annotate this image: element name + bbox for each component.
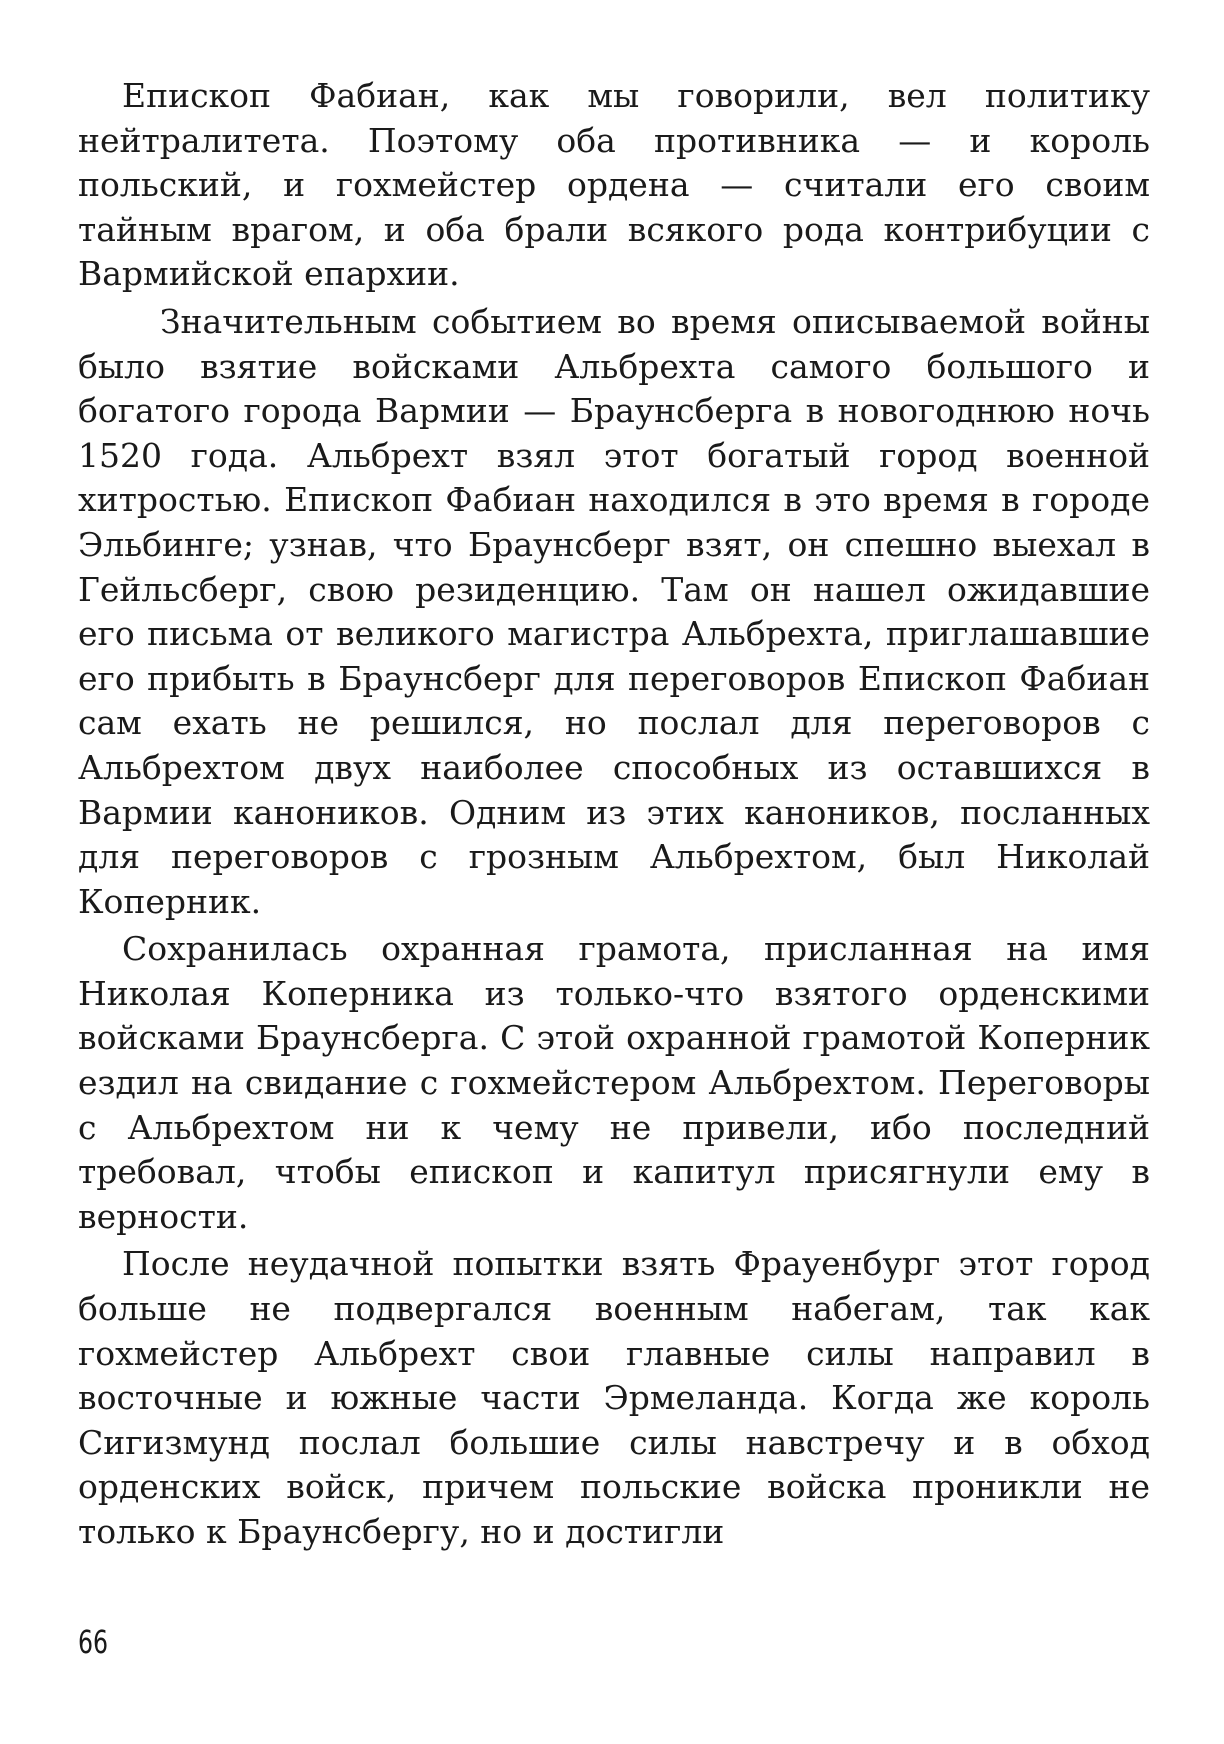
paragraph-1: Епископ Фабиан, как мы говорили, вел политику нейтралитета. Поэтому оба противника — и король польский, и гохмейстер ордена — считали его своим тайным врагом, и оба брали всякого рода контрибуции с Вармийской епархии. [78, 76, 1150, 294]
page-number: 66 [78, 1623, 109, 1661]
page-text [78, 74, 1150, 1555]
paragraph-4: После неудачной попытки взять Фрауенбург этот город больше не подвергался военным набегам, так как гохмейстер Альбрехт свои главные силы направил в восточные и южные части Эрмеланда. Когда же король Сигизмунд послал большие силы навстречу и в обход орденских войск, причем польские войска проникли не только к Браунсбергу, но и достигли [78, 1244, 1150, 1551]
paragraph-3: Сохранилась охранная грамота, присланная на имя Николая Коперника из только-что взятого орденскими войсками Браунсберга. С этой охранной грамотой Коперник ездил на свидание с гохмейстером Альбрехтом. Переговоры с Альбрехтом ни к чему не привели, ибо последний требовал, чтобы епископ и капитул присягнули ему в верности. [78, 929, 1150, 1236]
paragraph-2: Значительным событием во время описываемой войны было взятие войсками Альбрехта самого большого и богатого города Вармии — Браунсберга в новогоднюю ночь 1520 года. Альбрехт взял этот богатый город военной хитростью. Епископ Фабиан находился в это время в городе Эльбинге; узнав, что Браунсберг взят, он спешно выехал в Гейльсберг, свою резиденцию. Там он нашел ожидавшие его письма от великого магистра Альбрехта, приглашавшие его прибыть в Браунсберг для переговоров Епископ Фабиан сам ехать не решился, но послал для переговоров с Альбрехтом двух наиболее способных из оставшихся в Вармии каноников. Одним из этих каноников, посланных для переговоров с грозным Альбрехтом, был Николай Коперник. [78, 301, 1150, 921]
